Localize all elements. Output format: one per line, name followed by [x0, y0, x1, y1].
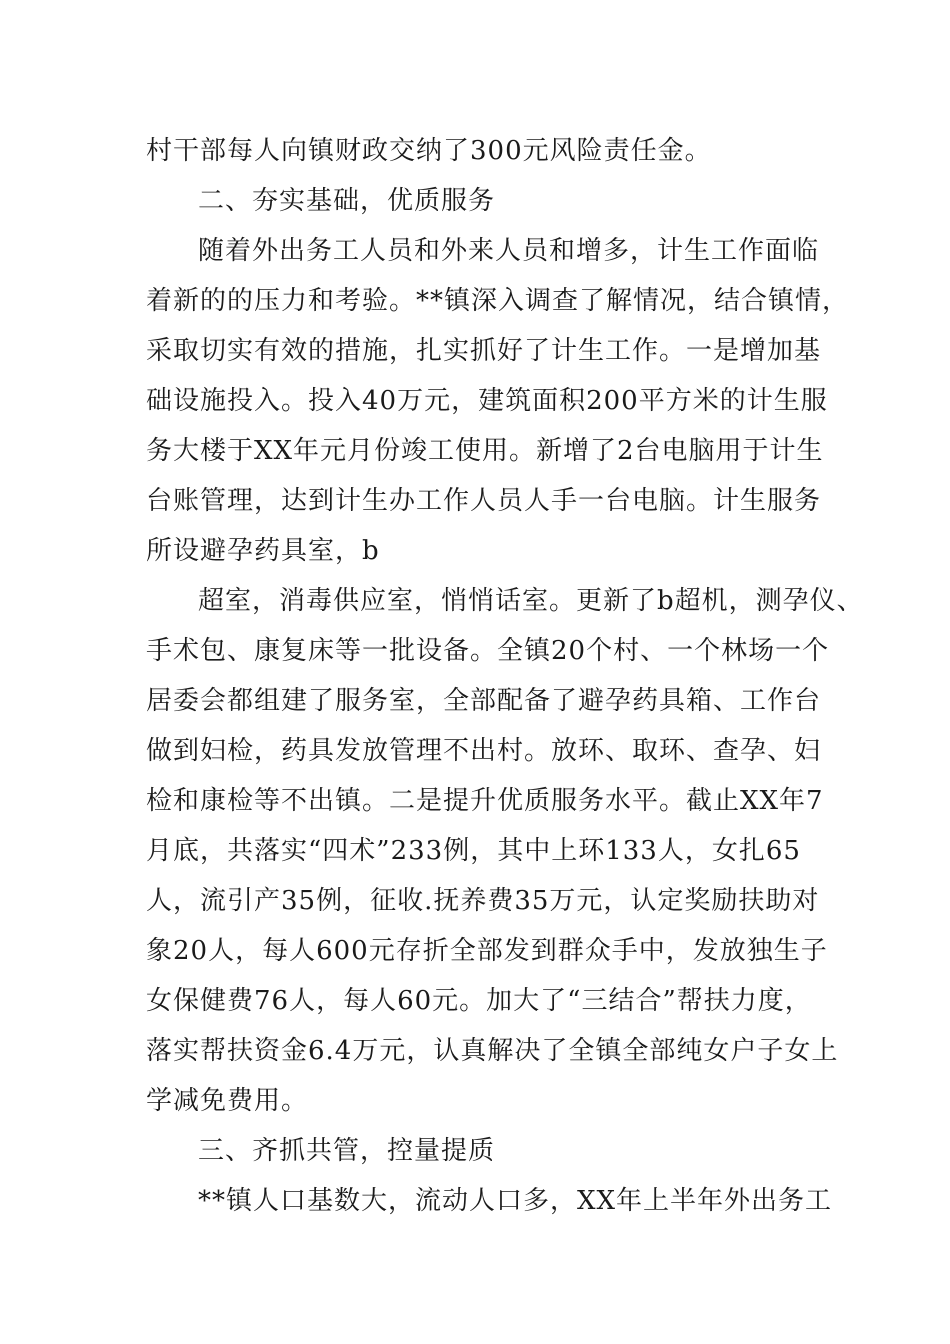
paragraph-line: **镇人口基数大，流动人口多，XX年上半年外出务工 [198, 1186, 833, 1216]
paragraph-line: 务大楼于XX年元月份竣工使用。新增了2台电脑用于计生 [146, 436, 824, 466]
paragraph-line: 所设避孕药具室，b [146, 536, 380, 566]
paragraph-line: 学减免费用。 [146, 1086, 309, 1116]
paragraph-line: 女保健费76人，每人60元。加大了“三结合”帮扶力度， [146, 986, 812, 1016]
paragraph-line: 人，流引产35例，征收.抚养费35万元，认定奖励扶助对 [146, 886, 820, 916]
paragraph-line: 手术包、康复床等一批设备。全镇20个村、一个林场一个 [146, 636, 830, 666]
paragraph-line: 落实帮扶资金6.4万元，认真解决了全镇全部纯女户子女上 [146, 1036, 839, 1066]
paragraph-line: 采取切实有效的措施，扎实抓好了计生工作。一是增加基 [146, 336, 822, 366]
paragraph-line: 检和康检等不出镇。二是提升优质服务水平。截止XX年7 [146, 786, 824, 816]
paragraph-line: 月底，共落实“四术”233例，其中上环133人，女扎65 [146, 836, 801, 866]
paragraph-line: 居委会都组建了服务室，全部配备了避孕药具箱、工作台 [146, 686, 822, 716]
paragraph-line: 着新的的压力和考验。**镇深入调查了解情况，结合镇情， [146, 286, 850, 316]
paragraph-line: 超室，消毒供应室，悄悄话室。更新了b超机，测孕仪、 [198, 586, 864, 616]
paragraph-line: 做到妇检，药具发放管理不出村。放环、取环、查孕、妇 [146, 736, 822, 766]
paragraph-line: 村干部每人向镇财政交纳了300元风险责任金。 [146, 136, 712, 166]
section-heading: 三、齐抓共管，控量提质 [198, 1136, 496, 1166]
paragraph-line: 台账管理，达到计生办工作人员人手一台电脑。计生服务 [146, 486, 822, 516]
section-heading: 二、夯实基础，优质服务 [198, 186, 496, 216]
paragraph-line: 随着外出务工人员和外来人员和增多，计生工作面临 [198, 236, 820, 266]
paragraph-line: 象20人，每人600元存折全部发到群众手中，发放独生子 [146, 936, 828, 966]
paragraph-line: 础设施投入。投入40万元，建筑面积200平方米的计生服 [146, 386, 828, 416]
